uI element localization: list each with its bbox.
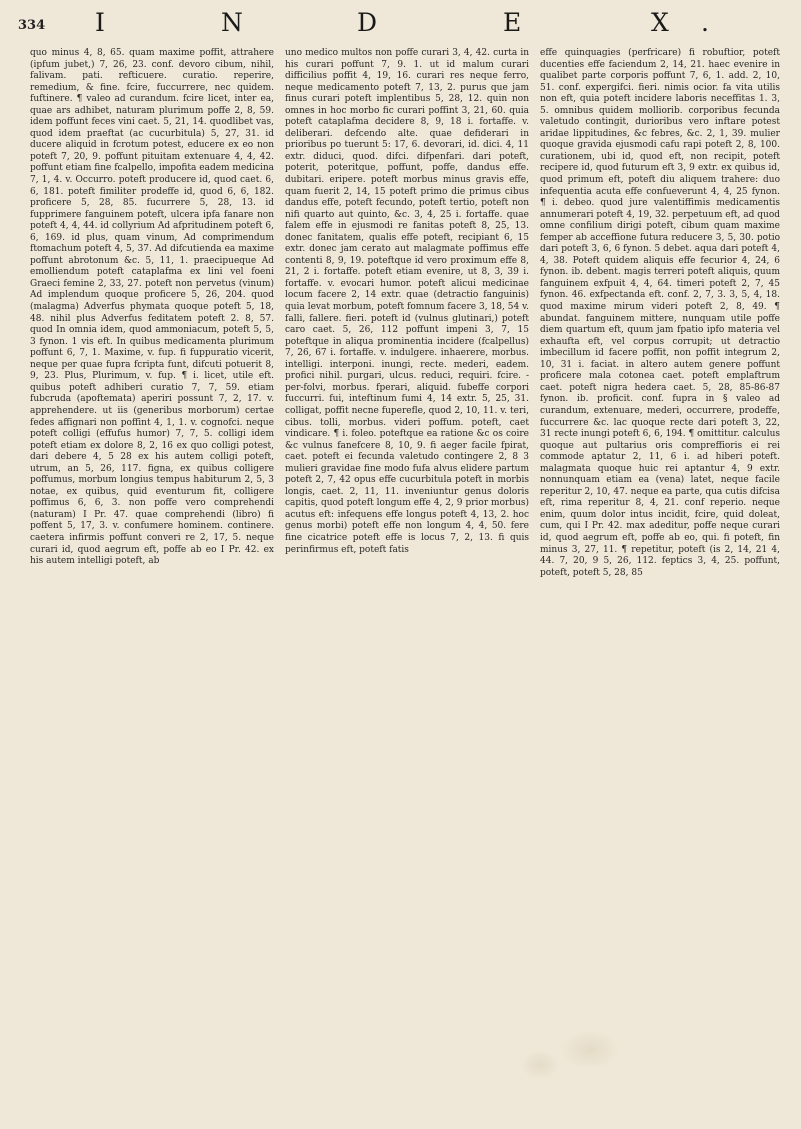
page-number: 334 [18, 18, 46, 33]
running-head-letter: . [701, 8, 709, 37]
index-column-middle [285, 48, 529, 1114]
running-head-letter: D [357, 8, 378, 37]
index-column-right [540, 48, 780, 1114]
running-head-letter: N [221, 8, 243, 37]
page-header [0, 6, 801, 36]
running-head-letter: X [651, 8, 669, 37]
index-column-left [30, 48, 274, 1114]
running-head-letter: I [95, 8, 105, 37]
index-column-text: uno medico multos non poffe curari 3, 4, 42. curta in his curari poffunt 7, 9. 1. ut id malum curari difficilius poffit 4, 19, 16. curari res neque ferro, neque medicamento poteft 7, 13, 2. purus que jam finus curari poteft implentibus 5, 28, 12. quin non omnes in hoc morbo fic curari poffint 3, 21, 60. quia poteft cataplafma decidere 8, 9, 18 i. fortaffe. v. deliberari. defcendo alte. quae defiderari in prioribus po tuerunt 5: 17, 6. devorari, id. dici. 4, 11 extr. diduci, quod. difci. difpenfari. dari poteft, poterit, poteritque, poffunt, poffe, dandus effe. dubitari. eripere. poteft morbus minus gravis effe, quam fuerit 2, 14, 15 poteft primo die primus cibus dandus effe, poteft fecundo, poteft tertio, poteft non nifi quarto aut quinto, &c. 3, 4, 25 i. fortaffe. quae falem effe in ejusmodi re fanitas poteft 8, 25, 13. donec fanitatem, qualis effe poteft, recipiant 6, 15 extr. donec jam cerato aut malagmate poffimus effe contenti 8, 9, 19. poteftque id vero proximum effe 8, 21, 2 i. fortaffe. poteft etiam evenire, ut 8, 3, 39 i. fortaffe. v. evocari humor. poteft alicui medicinae locum facere 2, 14 extr. quae (detractio fanguinis) quia levat morbum, poteft fomnum facere 3, 18, 54 v. falli, fallere. fieri. poteft id (vulnus glutinari,) poteft caro caet. 5, 26, 112 poffunt impeni 3, 7, 15 poteftque in aliqua prominentia incidere (fcalpellus) 7, 26, 67 i. fortaffe. v. indulgere. inhaerere, morbus. intelligi. interponi. inungi, recte. mederi, eadem. profici nihil. purgari, ulcus. reduci, requiri. fcire. -per-folvi, morbus. fperari, aliquid. fubeffe corpori fuccurri. fui, inteftinum fumi 4, 14 extr. 5, 25, 31. colligat, poffit necne fuperefle, quod 2, 10, 11. v. teri, cibus. tolli, morbus. videri poffum. poteft, caet vindicare. ¶ i. foleo. poteftque ea ratione &c os coire &c vulnus fanefcere 8, 10, 9. fi aeger facile fpirat, caet. poteft ei fecunda valetudo contingere 2, 8 3 mulieri gravidae fine modo fufa alvus elidere partum poteft 2, 7, 42 opus effe cucurbitula poteft in morbis longis, caet. 2, 11, 11. inveniuntur genus doloris capitis, quod poteft longum effe 4, 2, 9 prior morbus) acutus eft: infequens effe longus poteft 4, 13, 2. hoc genus morbi) poteft effe non longum 4, 4, 50. fere fine cicatrice poteft effe is locus 7, 2, 13. fi quis perinfirmus eft, poteft fatis [285, 48, 529, 555]
index-column-text: quo minus 4, 8, 65. quam maxime poffit, attrahere (ipfum jubet,) 7, 26, 23. conf. devoro cibum, nihil, falivam. pati. refticuere. curatio. reperire, remedium, & fine. fcire, fuccurrere, nec quidem. fuftinere. ¶ valeo ad curandum. fcire licet, inter ea, quae ars adhibet, naturam plurimum poffe 2, 8, 59. idem poffunt feces vini caet. 5, 21, 14. quodlibet vas, quod idem praeftat (ac cucurbitula) 5, 27, 31. id ducere aliquid in fcrotum potest, educere ex eo non poteft 7, 20, 9. poffunt pituitam extenuare 4, 4, 42. poffunt etiam fine fcalpello, impofita eadem medicina 7, 1, 4. v. Occurro. poteft producere id, quod caet. 6, 6, 181. poteft fimiliter prodeffe id, quod 6, 6, 182. proficere 5, 28, 85. fucurrere 5, 28, 13. id fupprimere fanguinem poteft, ulcera ipfa fanare non poteft 4, 4, 44. id collyrium Ad afpritudinem poteft 6, 6, 169. id plus, quam vinum, Ad comprimendum ftomachum poteft 4, 5, 37. Ad difcutienda ea maxime poffunt abrotonum &c. 5, 11, 1. praecipueque Ad emolliendum poteft cataplafma ex lini vel foeni Graeci femine 2, 33, 27. poteft non pervetus (vinum) Ad implendum quoque proficere 5, 26, 204. quod (malagma) Adverfus phymata quoque poteft 5, 18, 48. nihil plus Adverfus feditatem poteft 2. 8, 57. quod In omnia idem, quod ammoniacum, poteft 5, 5, 3 fynon. 1 vis eft. In quibus medicamenta plurimum poffunt 6, 7, 1. Maxime, v. fup. fi fuppuratio vicerit, neque per quae fupra fcripta funt, difcuti potuerit 8, 9, 23. Plus, Plurimum, v. fup. ¶ i. licet, utile eft. quibus poteft adhiberi curatio 7, 7, 59. etiam fubcruda (apoftemata) aperiri possunt 7, 2, 17. v. apprehendere. ut iis (generibus morborum) certae fedes affignari non poffint 4, 1, 1. v. cognofci. neque poteft colligi (effufus humor) 7, 7, 5. colligi idem poteft etiam ex dolore 8, 2, 16 ex quo colligi potest, dari debere 4, 5 28 ex his autem colligi poteft, utrum, an 5, 26, 117. figna, ex quibus colligere poffumus, morbum longius tempus habiturum 2, 5, 3 notae, ex quibus, quid eventurum fit, colligere poffimus 6, 6, 3. non poffe vero comprehendi (naturam) I Pr. 47. quae comprehendi (libro) fi poffent 5, 17, 3. v. confumere hominem. continere. caetera infirmis poffunt converi re 2, 17, 5. neque curari id, quod aegrum eft, poffe ab eo I Pr. 42. ex his autem intelligi poteft, ab [30, 48, 274, 567]
running-head-letter: E [503, 8, 522, 37]
index-column-text: effe quinquagies (perfricare) fi robuftior, poteft ducenties effe faciendum 2, 14, 21. haec evenire in qualibet parte corporis poffunt 7, 6, 1. add. 2, 10, 51. conf. expergifci. fieri. nimis ocior. fa vita utilis non eft, quia poteft incidere laboris neceffitas 1. 3, 5. omnibus quidem molliorib. corporibus fecunda valetudo contingit, durioribus vero inftare potest aridae lippitudines, &c febres, &c. 2, 1, 39. mulier quoque gravida ejusmodi cafu rapi poteft 2, 8, 100. curationem, ubi id, quod eft, non recipit, poteft recipere id, quod futurum eft 3, 9 extr. ex quibus id, quod primum eft, poteft diu aliquem trahere: duo infequentia acuta effe confueverunt 4, 4, 25 fynon. ¶ i. debeo. quod jure valentiffimis medicamentis annumerari poteft 4, 19, 32. perpetuum eft, ad quod omne confilium dirigi poteft, cibum quam maxime femper ab acceffione futura reducere 3, 5, 30. potio dari poteft 3, 6, 6 fynon. 5 debet. aqua dari poteft 4, 4, 38. Poteft quidem aliquis effe fecurior 4, 24, 6 fynon. ib. debent. magis terreri poteft aliquis, quum fanguinem exfpuit 4, 4, 64. timeri poteft 2, 7, 45 fynon. 46. exfpectanda eft. conf. 2, 7, 3. 3, 5, 4, 18. quod maxime mirum videri poteft 2, 8, 49. ¶ abundat. fanguinem mittere, nunquam utile poffe diem quartum eft, quum jam fpatio ipfo materia vel exhaufta eft, vel corpus corrupit; ut detractio imbecillum id facere poffit, non poffit integrum 2, 10, 31 i. faciat. in altero autem genere poffunt proficere mala cotonea caet. poteft emplaftrum caet. poteft nigra hedera caet. 5, 28, 85-86-87 fynon. ib. proficit. conf. fupra in § valeo ad curandum, extenuare, mederi, occurrere, prodeffe, fuccurrere &c. lac quoque recte dari poteft 3, 22, 31 recte inungi poteft 6, 6, 194. ¶ omittitur. calculus quoque aut pultarius oris compreffioris ei rei commode aptatur 2, 11, 6 i. ad hiberi poteft. malagmata quoque huic rei aptantur 4, 9 extr. nonnunquam etiam ea (vena) latet, neque facile reperitur 2, 10, 47. neque ea parte, qua cutis difcisa eft, rima reperitur 8, 4, 21. conf reperio. neque enim, quum dolor intus incidit, fcire, quid doleat, cum, qui I Pr. 42. max adeditur, poffe neque curari id, quod aegrum eft, poffe ab eo, qui. fi poteft, fin minus 3, 27, 11. ¶ repetitur, poteft (is 2, 14, 21 4, 44. 7, 20, 9 5, 26, 112. feptics 3, 4, 25. poffunt, poteft, poteft 5, 28, 85 [540, 48, 780, 578]
